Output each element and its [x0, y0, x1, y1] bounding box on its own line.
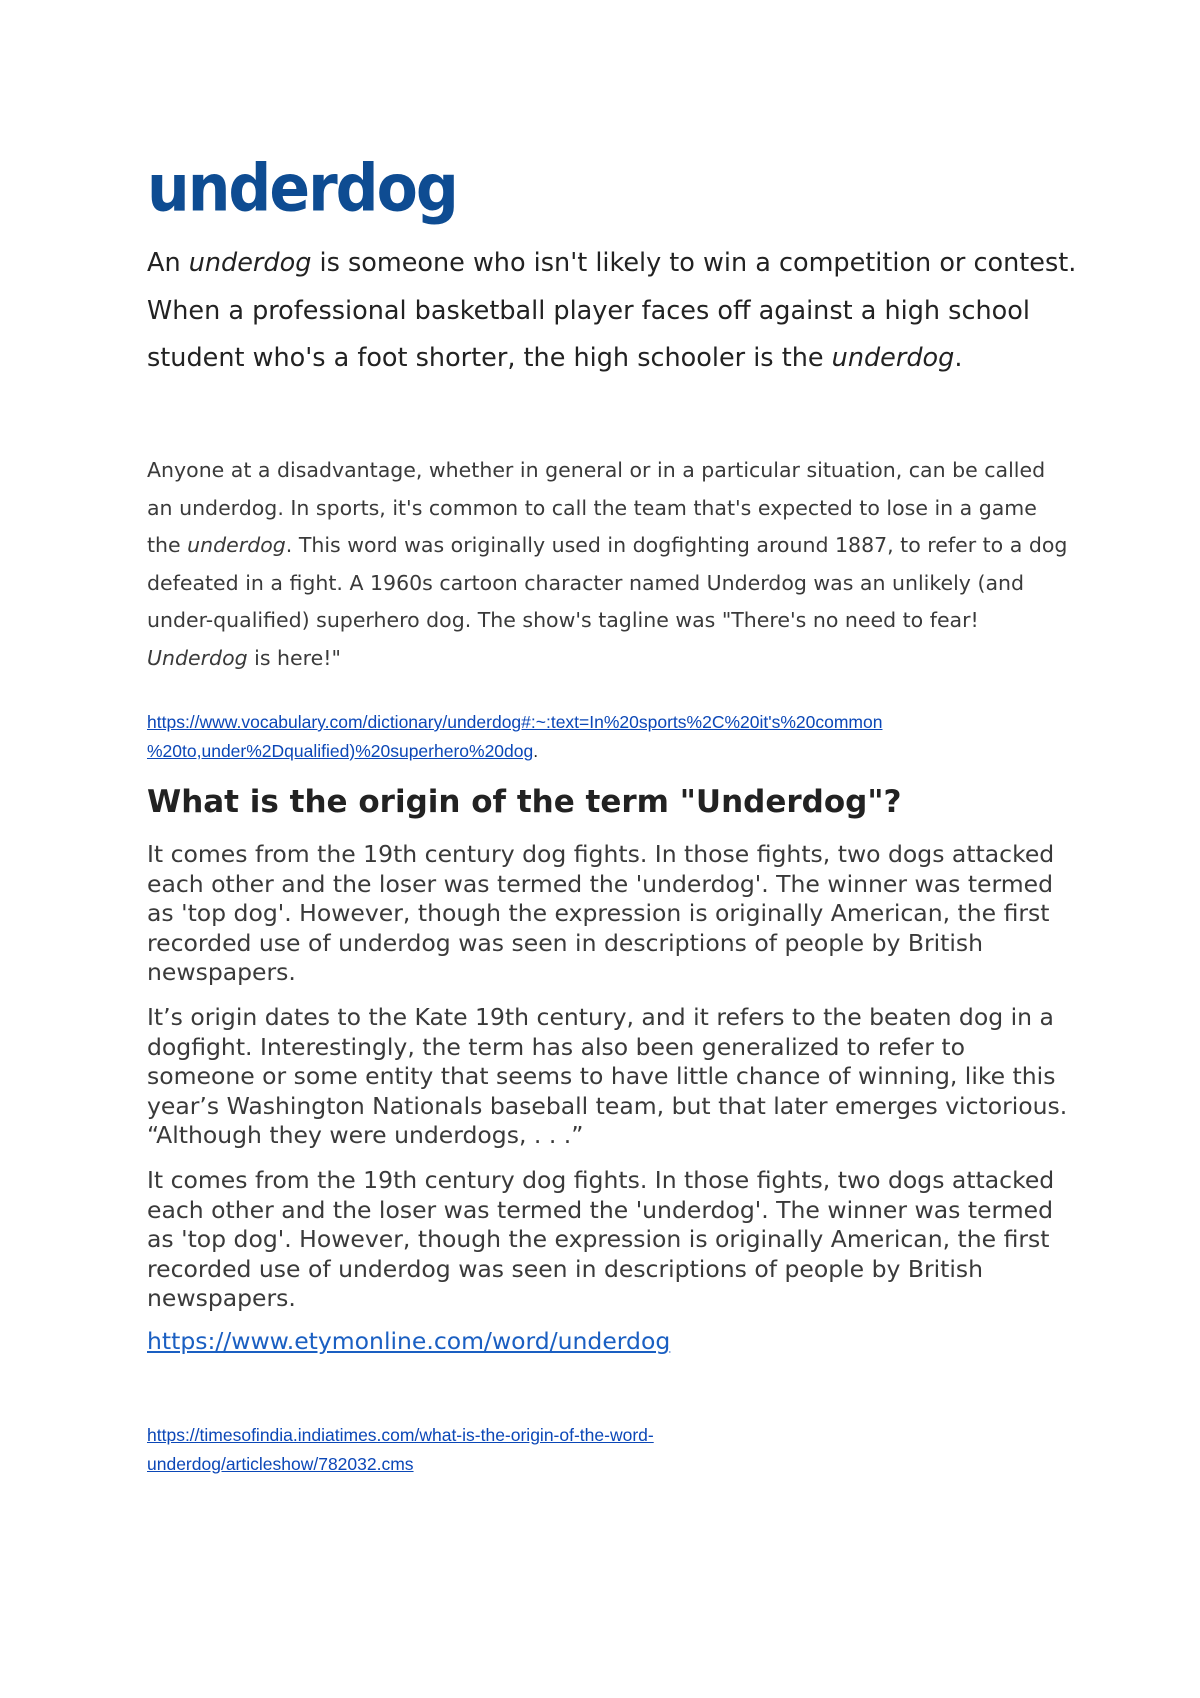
timesofindia-link-paragraph [147, 1421, 1077, 1479]
lead-text-3: . [954, 343, 963, 373]
definition-text-2: . This word was originally used in dogfighting around 1887, to refer to a dog defeated in a fight. A 1960s cartoon character named Underdog was an unlikely (and under-qualified) superhero dog. The show's tagline was "There's no need to fear! [147, 533, 1068, 632]
lead-paragraph [147, 240, 1077, 383]
page-title: underdog [147, 151, 457, 227]
timesofindia-link-line-2: underdog/articleshow/782032.cms [147, 1454, 414, 1474]
etymonline-link[interactable]: https://www.etymonline.com/word/underdog [147, 1327, 671, 1355]
vocabulary-link-line-2: %20to,under%2Dqualified)%20superhero%20dog [147, 741, 534, 761]
lead-emphasis-2: underdog [831, 343, 955, 373]
lead-text-1: An [147, 248, 189, 278]
timesofindia-link-line-1: https://timesofindia.indiatimes.com/what-is-the-origin-of-the-word- [147, 1425, 654, 1445]
definition-text-1: Anyone at a disadvantage, whether in general or in a particular situation, can be called an underdog. In sports, it's common to call the team that's expected to lose in a game the [147, 458, 1046, 557]
vocabulary-link[interactable] [147, 712, 882, 761]
definition-paragraph [147, 452, 1077, 677]
origin-paragraph-2: It’s origin dates to the Kate 19th century, and it refers to the beaten dog in a dogfight. Interestingly, the term has also been generalized to refer to someone or some entity that seems to have little chance of winning, like this year’s Washington Nationals baseball team, but that later emerges victorious. “Although they were underdogs, . . .” [147, 1003, 1068, 1149]
definition-emphasis-1: underdog [187, 533, 286, 557]
origin-paragraph-1: It comes from the 19th century dog fights. In those fights, two dogs attacked each other and the loser was termed the 'underdog'. The winner was termed as 'top dog'. However, though the expression is originally American, the first recorded use of underdog was seen in descriptions of people by British newspapers. [147, 840, 1055, 986]
lead-emphasis-1: underdog [188, 248, 312, 278]
vocabulary-link-period: . [533, 741, 539, 761]
origin-paragraph-3: It comes from the 19th century dog fights. In those fights, two dogs attacked each other and the loser was termed the 'underdog'. The winner was termed as 'top dog'. However, though the expression is originally American, the first recorded use of underdog was seen in descriptions of people by British newspapers. [147, 1166, 1055, 1312]
timesofindia-link[interactable] [147, 1425, 654, 1474]
lead-text-2: is someone who isn't likely to win a competition or contest. When a professional basketball player faces off against a high school student who's a foot shorter, the high schooler is the [147, 248, 1077, 373]
vocabulary-link-paragraph [147, 708, 1077, 766]
definition-emphasis-2: Underdog [147, 645, 248, 670]
definition-text-3: is here!" [247, 645, 341, 670]
vocabulary-link-line-1: https://www.vocabulary.com/dictionary/underdog#:~:text=In%20sports%2C%20it's%20common [147, 712, 883, 732]
origin-heading: What is the origin of the term "Underdog"? [147, 784, 902, 820]
